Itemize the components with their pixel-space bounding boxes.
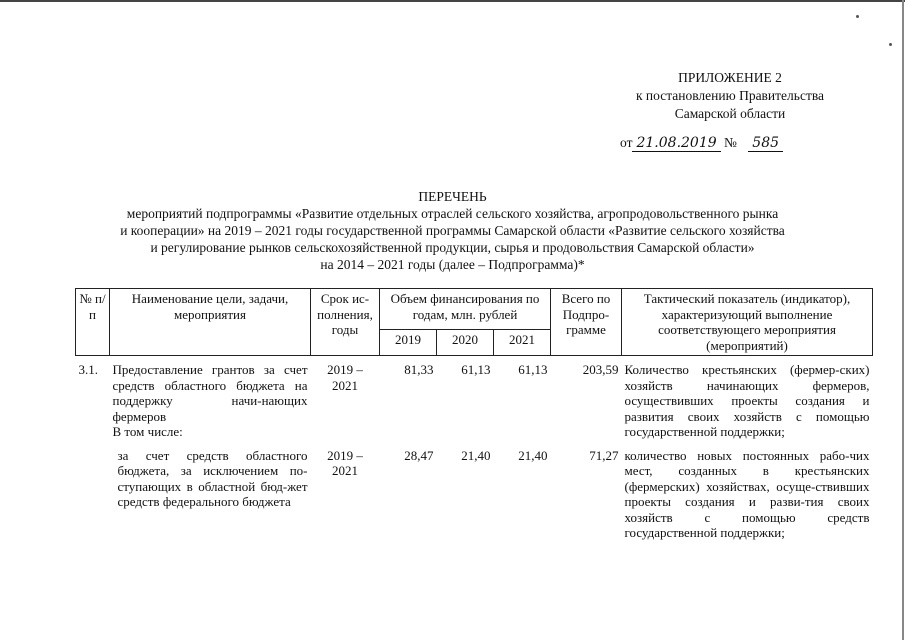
- header-year-2020: 2020: [437, 330, 494, 356]
- row-2019: 28,47: [404, 447, 434, 463]
- header-num: № п/п: [76, 289, 110, 356]
- row-2019: 81,33: [404, 362, 434, 377]
- row-2021: 21,40: [518, 447, 548, 463]
- handwritten-number: 585: [748, 135, 783, 152]
- header-total: Всего по Подпро-грамме: [551, 289, 622, 356]
- row-num: 3.1.: [78, 362, 98, 377]
- appendix-region: Самарской области: [674, 106, 786, 121]
- title-heading: ПЕРЕЧЕНЬ: [418, 189, 487, 204]
- title-line-3: и регулирование рынков сельскохозяйственной продукции, сырья и продовольствия Самарской области»: [150, 240, 755, 255]
- header-name: Наименование цели, задачи, мероприятия: [110, 289, 311, 356]
- header-indicator: Тактический показатель (индикатор), характеризующий выполнение соответствующего мероприятия (мероприятий): [622, 289, 873, 356]
- row-name-text: Предоставление грантов за счет средств областного бюджета на поддержку начи-нающих фермеров: [112, 362, 308, 424]
- title-line-2: и кооперации» на 2019 – 2021 годы государственной программы Самарской области «Развитие сельского хозяйства: [120, 223, 785, 238]
- row-term: 2019 – 2021: [327, 362, 363, 393]
- row-indicator: Количество крестьянских (фермер-ских) хозяйств начинающих фермеров, осуществивших проекты создания и развития своих хозяйств с помощью государственной поддержки;: [624, 362, 870, 439]
- row-name-extra: В том числе:: [112, 424, 183, 439]
- row-2021: 61,13: [518, 362, 548, 377]
- title-line-1: мероприятий подпрограммы «Развитие отдельных отраслей сельского хозяйства, агропродовольственного рынка: [126, 206, 779, 221]
- appendix-resolution: к постановлению Правительства: [635, 88, 825, 103]
- table-row: [76, 356, 873, 446]
- header-term: Срок ис-полнения, годы: [311, 289, 380, 356]
- row-num: [76, 446, 110, 541]
- date-prefix: от: [620, 135, 633, 150]
- row-name: [110, 356, 311, 446]
- header-year-2021: 2021: [494, 330, 551, 356]
- row-2020: 21,40: [461, 447, 491, 463]
- appendix-block: [560, 69, 900, 123]
- table-row: [76, 446, 873, 541]
- appendix-title: ПРИЛОЖЕНИЕ 2: [678, 70, 782, 85]
- row-2020: 61,13: [461, 362, 491, 377]
- number-label: №: [724, 135, 737, 150]
- row-name: за счет средств областного бюджета, за исключением по-ступающих в областной бюд-жет средств федерального бюджета: [117, 447, 308, 509]
- scan-speck: [889, 43, 892, 46]
- title-line-4: на 2014 – 2021 годы (далее – Подпрограмма)*: [320, 257, 585, 272]
- row-total: 203,59: [582, 362, 619, 377]
- header-year-2019: 2019: [380, 330, 437, 356]
- row-term: 2019 – 2021: [327, 447, 363, 478]
- measures-table: [75, 288, 873, 541]
- handwritten-date: 21.08.2019: [632, 135, 720, 152]
- document-title: [20, 188, 885, 273]
- scan-speck: [856, 15, 859, 18]
- resolution-date-line: [620, 135, 783, 152]
- scan-right-border: [902, 0, 904, 640]
- row-total: 71,27: [589, 447, 619, 463]
- row-indicator: количество новых постоянных рабо-чих мест, созданных в крестьянских (фермерских) хозяйствах, осуще-ствивших проекты создания и разви-тия своих хозяйств с помощью средств государственной поддержки;: [624, 447, 870, 540]
- header-funding: Объем финансирования по годам, млн. рублей: [380, 289, 551, 330]
- scan-top-border: [0, 0, 905, 2]
